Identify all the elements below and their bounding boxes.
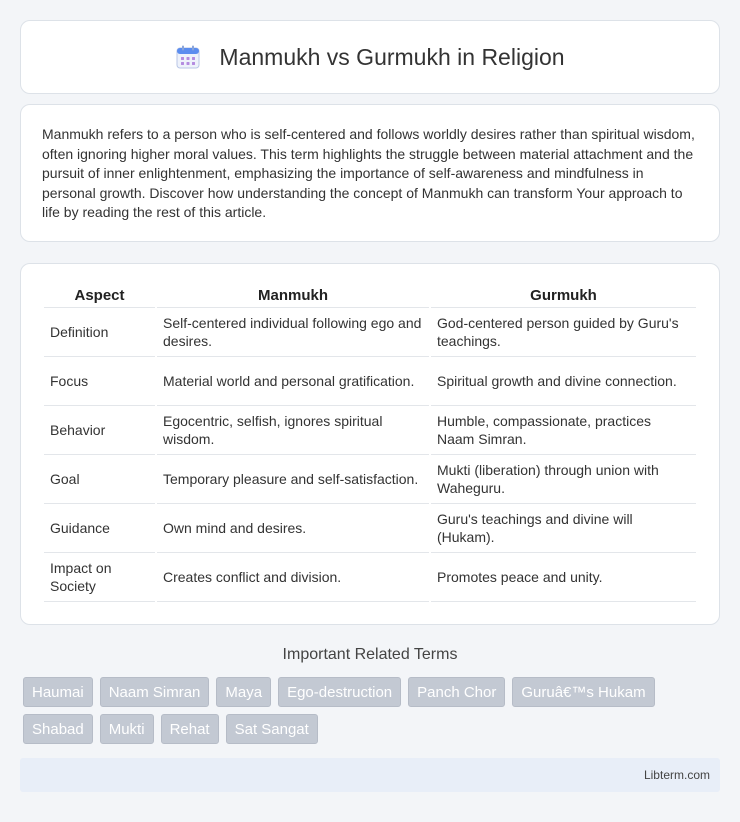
intro-text: Manmukh refers to a person who is self-centered and follows worldly desires rather than spiritual wisdom, often ignoring higher moral values. This term highlights the struggle between material attachment and the pursuit of inner enlightenment, emphasizing the importance of self-awareness and mindfulness in personal growth. Discover how understanding the concept of Manmukh can transform Your approach to life by reading the rest of this article. [42,126,695,221]
tag-gurus-hukam[interactable]: Guruâ€™s Hukam [512,677,654,707]
gurmukh-cell: Spiritual growth and divine connection. [431,357,696,406]
tag-rehat[interactable]: Rehat [161,714,219,744]
title-card [20,20,720,94]
footer [20,758,720,792]
aspect-cell: Focus [44,357,155,406]
comparison-table [42,284,698,602]
aspect-cell: Definition [44,308,155,357]
gurmukh-cell: Mukti (liberation) through union with Waheguru. [431,455,696,504]
header-manmukh: Manmukh [157,284,429,308]
tag-panch-chor[interactable]: Panch Chor [408,677,505,707]
manmukh-cell: Creates conflict and division. [157,553,429,602]
title-wrap [175,44,564,71]
related-terms-tags [23,677,723,744]
gurmukh-cell: Promotes peace and unity. [431,553,696,602]
manmukh-cell: Egocentric, selfish, ignores spiritual wisdom. [157,406,429,455]
tag-maya[interactable]: Maya [216,677,271,707]
table-row [44,357,696,406]
tag-ego-destruction[interactable]: Ego-destruction [278,677,401,707]
manmukh-cell: Self-centered individual following ego and desires. [157,308,429,357]
tag-naam-simran[interactable]: Naam Simran [100,677,210,707]
tag-sat-sangat[interactable]: Sat Sangat [226,714,318,744]
page-title: Manmukh vs Gurmukh in Religion [219,43,565,70]
header-gurmukh: Gurmukh [431,284,696,308]
manmukh-cell: Temporary pleasure and self-satisfaction. [157,455,429,504]
header-aspect: Aspect [44,284,155,308]
table-row [44,504,696,553]
tag-mukti[interactable]: Mukti [100,714,154,744]
footer-brand[interactable]: Libterm.com [643,768,710,782]
aspect-cell: Impact on Society [44,553,155,602]
table-row [44,455,696,504]
intro-card [20,104,720,242]
calendar-icon [175,44,201,70]
table-header-row [44,284,696,308]
comparison-table-card [20,263,720,625]
table-row [44,406,696,455]
aspect-cell: Behavior [44,406,155,455]
manmukh-cell: Own mind and desires. [157,504,429,553]
table-row [44,553,696,602]
related-terms-heading: Important Related Terms [282,646,458,663]
aspect-cell: Goal [44,455,155,504]
tag-shabad[interactable]: Shabad [23,714,93,744]
table-row [44,308,696,357]
gurmukh-cell: Guru's teachings and divine will (Hukam). [431,504,696,553]
gurmukh-cell: God-centered person guided by Guru's teachings. [431,308,696,357]
tag-haumai[interactable]: Haumai [23,677,93,707]
manmukh-cell: Material world and personal gratification. [157,357,429,406]
aspect-cell: Guidance [44,504,155,553]
gurmukh-cell: Humble, compassionate, practices Naam Simran. [431,406,696,455]
